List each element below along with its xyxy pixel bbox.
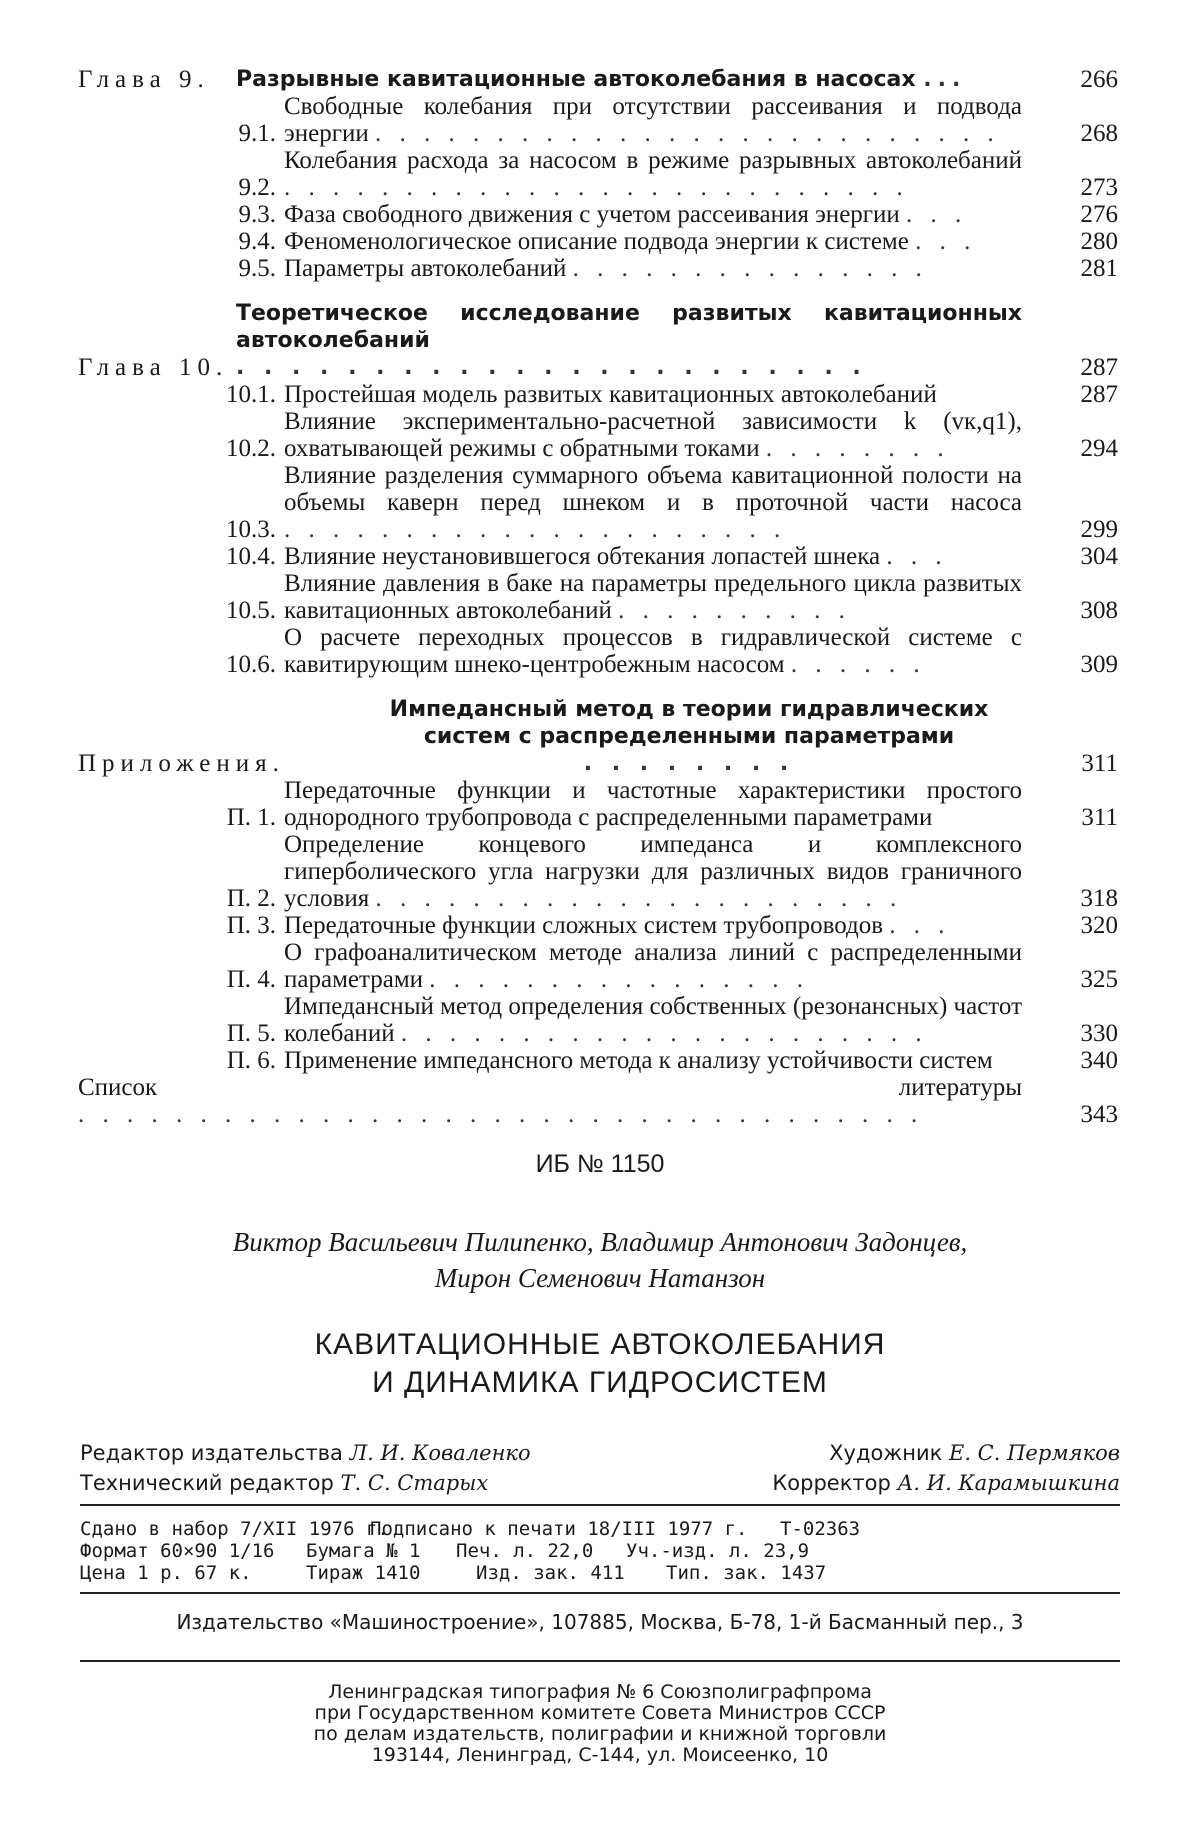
toc-appendix-item-title: Импедансный метод определения собственных (резонансных) частот колебаний . . . . . . . . . . . . . . . . . . . . . .	[284, 993, 1022, 1047]
toc-section-title: Фаза свободного движения с учетом рассеивания энергии . . .	[284, 201, 968, 228]
toc-section	[78, 462, 1118, 543]
toc-page-number: 340	[1080, 1047, 1118, 1074]
toc-page-number: 309	[1080, 651, 1118, 678]
corrector-credit: Корректор А. И. Карамышкина	[772, 1471, 1120, 1495]
printer-line: Ленинградская типография № 6 Союзполиграфпрома	[328, 1681, 872, 1703]
toc-appendix-number: П. 5.	[226, 1020, 276, 1047]
divider	[80, 1660, 1120, 1662]
toc-section	[78, 255, 1118, 282]
toc-page-number: 311	[1081, 750, 1118, 777]
toc-page-number: 287	[1080, 381, 1118, 408]
toc-page-number: 325	[1080, 966, 1118, 993]
toc-page-number: 343	[1080, 1101, 1118, 1128]
toc-section-number: 9.4.	[238, 228, 276, 255]
toc-appendix-item-title: Применение импедансного метода к анализу устойчивости систем	[284, 1047, 993, 1074]
toc-section-title: Колебания расхода за насосом в режиме разрывных автоколебаний . . . . . . . . . . . . . . . . . . . . . . . . . .	[284, 147, 1022, 201]
toc-appendix-title: Импедансный метод в теории гидравлических систем с распределенными параметрами . . . . . . . .	[389, 697, 989, 776]
tech-editor-name: Т. С. Старых	[340, 1471, 489, 1495]
book-title-line: КАВИТАЦИОННЫЕ АВТОКОЛЕБАНИЯ	[314, 1328, 886, 1361]
toc-page-number: 330	[1080, 1020, 1118, 1047]
toc-appendix-item-title: Передаточные функции и частотные характеристики простого однородного трубопровода с распределенными параметрами	[284, 777, 1022, 831]
tech-editor-credit: Технический редактор Т. С. Старых	[80, 1471, 489, 1495]
toc-section	[78, 543, 1118, 570]
publication-details	[80, 1518, 900, 1584]
divider	[80, 1592, 1120, 1594]
printer-line: по делам издательств, полиграфии и книжной торговли	[313, 1723, 887, 1745]
toc-section	[78, 624, 1118, 678]
toc-section-number: 9.3.	[238, 201, 276, 228]
toc-section-number: 10.5.	[226, 597, 276, 624]
toc-section	[78, 408, 1118, 462]
toc-section	[78, 570, 1118, 624]
toc-appendix-item	[78, 993, 1118, 1047]
book-title-line: И ДИНАМИКА ГИДРОСИСТЕМ	[372, 1366, 828, 1399]
toc-chapter-10	[78, 300, 1118, 381]
toc-literature	[78, 1074, 1118, 1128]
editor-name: Л. И. Коваленко	[349, 1441, 531, 1465]
toc-chapter-title: Разрывные кавитационные автоколебания в насосах ...	[236, 67, 967, 92]
toc-section	[78, 93, 1118, 147]
credits	[80, 1438, 1120, 1498]
toc-section	[78, 228, 1118, 255]
toc-appendix-number: П. 2.	[226, 885, 276, 912]
toc-appendix-item	[78, 1047, 1118, 1074]
toc-chapter-9	[78, 66, 1118, 93]
toc-section-number: 9.1.	[238, 120, 276, 147]
pub-row: Цена 1 р. 67 к. Тираж 1410 Изд. зак. 411 Тип. зак. 1437	[80, 1562, 827, 1584]
artist-credit: Художник Е. С. Пермяков	[829, 1441, 1120, 1465]
ib-number: ИБ № 1150	[535, 1150, 665, 1178]
toc-chapter-title: Теоретическое исследование развитых кавитационных автоколебаний . . . . . . . . . . . . . . . . . . . . . . .	[236, 301, 1022, 380]
toc-page-number: 268	[1080, 120, 1118, 147]
toc-appendix-item-title: О графоаналитическом методе анализа линий с распределенными параметрами . . . . . . . . . . . . . . . .	[284, 939, 1022, 993]
toc-section-number: 10.2.	[226, 435, 276, 462]
authors-line: Мирон Семенович Натанзон	[434, 1263, 766, 1293]
printer-line: 193144, Ленинград, С-144, ул. Моисеенко, 10	[371, 1744, 829, 1766]
toc-section-number: 9.5.	[238, 255, 276, 282]
toc-appendix-item-title: Определение концевого импеданса и комплексного гиперболического угла нагрузки для различных видов граничного условия . . . . . . . . . . . . . . . . . . . . . .	[284, 831, 1022, 912]
toc-appendix-number: П. 6.	[226, 1047, 276, 1074]
toc-section	[78, 201, 1118, 228]
toc-appendix-item	[78, 912, 1118, 939]
toc-section-title: Феноменологическое описание подвода энергии к системе . . .	[284, 228, 977, 255]
toc-chapter-number: Глава 9.	[78, 66, 210, 93]
toc-appendix-label: Приложения.	[78, 750, 285, 777]
toc-appendix-item-title: Передаточные функции сложных систем трубопроводов . . .	[284, 912, 951, 939]
toc-page-number: 294	[1080, 435, 1118, 462]
pub-row: Формат 60×90 1/16 Бумага № 1 Печ. л. 22,0 Уч.-изд. л. 23,9	[80, 1540, 810, 1562]
publishing-house: Издательство «Машиностроение», 107885, Москва, Б-78, 1-й Басманный пер., 3	[176, 1610, 1024, 1634]
printing-house	[200, 1682, 1000, 1766]
toc-section-title: Простейшая модель развитых кавитационных автоколебаний	[284, 381, 937, 408]
toc-section-number: 10.1.	[226, 381, 276, 408]
toc-section-number: 9.2.	[238, 174, 276, 201]
toc-page-number: 311	[1081, 804, 1118, 831]
table-of-contents	[78, 66, 1118, 1128]
toc-page-number: 304	[1080, 543, 1118, 570]
toc-page-number: 280	[1080, 228, 1118, 255]
corrector-name: А. И. Карамышкина	[897, 1471, 1120, 1495]
credits-row	[80, 1438, 1120, 1468]
toc-page-number: 287	[1080, 354, 1118, 381]
toc-appendix-item	[78, 831, 1118, 912]
toc-section-title: Влияние давления в баке на параметры предельного цикла развитых кавитационных автоколебаний . . . . . . . . . .	[284, 570, 1022, 624]
toc-page-number: 276	[1080, 201, 1118, 228]
artist-name: Е. С. Пермяков	[948, 1441, 1120, 1465]
toc-page-number: 281	[1080, 255, 1118, 282]
authors	[100, 1224, 1100, 1296]
toc-appendix	[78, 696, 1118, 777]
editor-credit: Редактор издательства Л. И. Коваленко	[80, 1441, 531, 1465]
toc-page-number: 320	[1080, 912, 1118, 939]
book-title	[100, 1326, 1100, 1402]
toc-section-number: 10.6.	[226, 651, 276, 678]
toc-page-number: 273	[1080, 174, 1118, 201]
toc-section-number: 10.4.	[226, 543, 276, 570]
toc-appendix-number: П. 3.	[226, 912, 276, 939]
toc-page-number: 266	[1080, 66, 1118, 93]
toc-page-number: 299	[1080, 516, 1118, 543]
toc-section-title: Влияние экспериментально-расчетной зависимости k (vк,q1), охватывающей режимы с обратными токами . . . . . . . .	[284, 408, 1022, 462]
toc-section-title: Параметры автоколебаний . . . . . . . . . . . . . . .	[284, 255, 928, 282]
toc-page-number: 308	[1080, 597, 1118, 624]
toc-section-title: Влияние неустановившегося обтекания лопастей шнека . . .	[284, 543, 948, 570]
credits-row	[80, 1468, 1120, 1498]
toc-appendix-item	[78, 939, 1118, 993]
divider	[80, 1504, 1120, 1506]
toc-section-number: 10.3.	[226, 516, 276, 543]
toc-section-title: О расчете переходных процессов в гидравлической системе с кавитирующим шнеко-центробежным насосом . . . . . .	[284, 624, 1022, 678]
toc-page-number: 318	[1080, 885, 1118, 912]
authors-line: Виктор Васильевич Пилипенко, Владимир Антонович Задонцев,	[232, 1227, 968, 1257]
toc-section	[78, 381, 1118, 408]
toc-chapter-number: Глава 10.	[78, 354, 229, 381]
toc-appendix-number: П. 1.	[226, 804, 276, 831]
toc-literature-title: Список литературы . . . . . . . . . . . . . . . . . . . . . . . . . . . . . . . . . . .	[78, 1074, 1022, 1128]
toc-section	[78, 147, 1118, 201]
pub-row: Сдано в набор 7/XII 1976 г. Подписано к печати 18/III 1977 г. Т-02363	[80, 1518, 861, 1540]
toc-section-title: Влияние разделения суммарного объема кавитационной полости на объемы каверн перед шнеком и в проточной части насоса . . . . . . . . . . . . . . . . . . . . .	[284, 462, 1022, 543]
toc-section-title: Свободные колебания при отсутствии рассеивания и подвода энергии . . . . . . . . . . . . . . . . . . . . . . . . . .	[284, 93, 1022, 147]
toc-appendix-number: П. 4.	[226, 966, 276, 993]
toc-appendix-item	[78, 777, 1118, 831]
printer-line: при Государственном комитете Совета Министров СССР	[314, 1702, 886, 1724]
